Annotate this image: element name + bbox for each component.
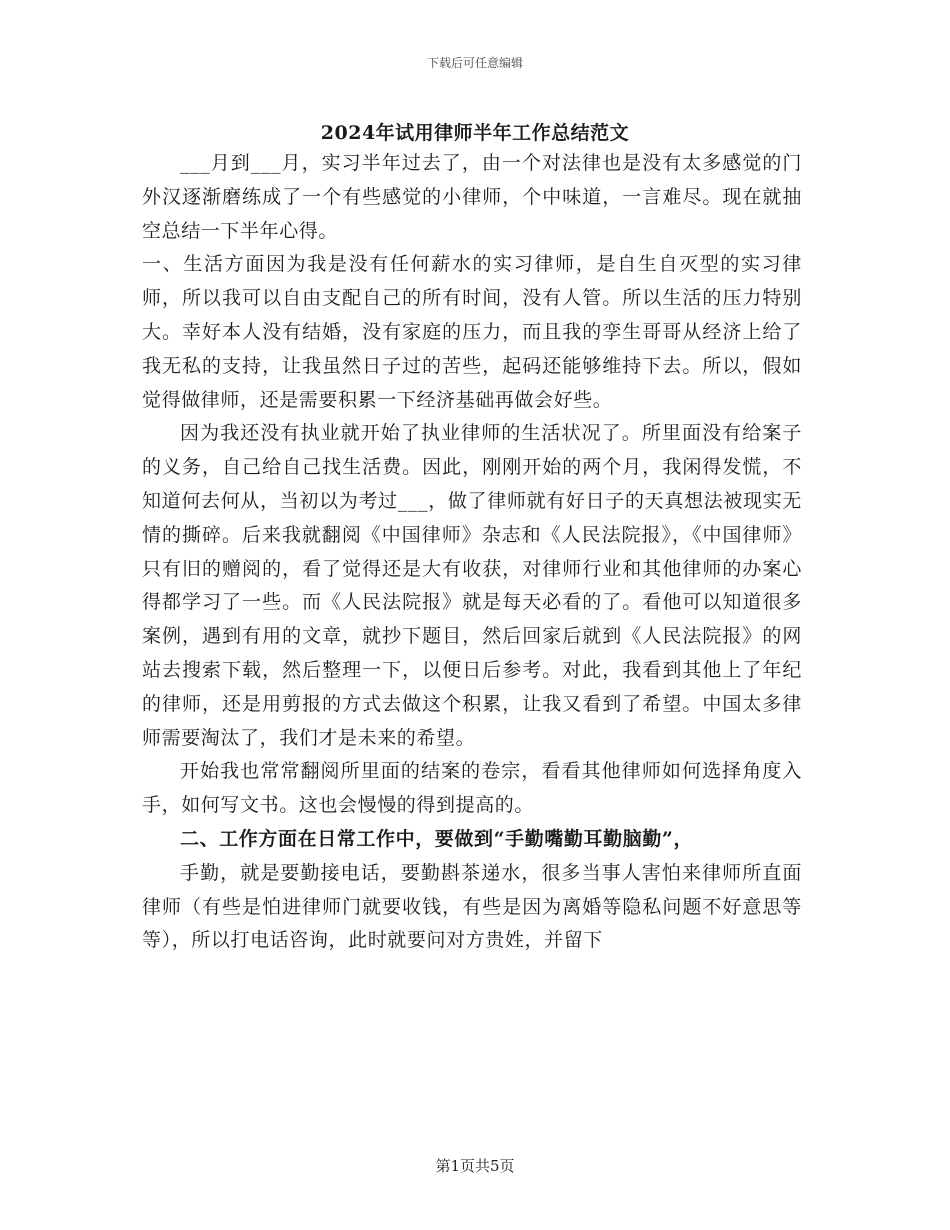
paragraph-case-files: 开始我也常常翻阅所里面的结案的卷宗，看看其他律师如何选择角度入手，如何写文书。这也会慢慢的得到提高的。 <box>142 760 802 817</box>
paragraph-life-section: 一、生活方面因为我是没有任何薪水的实习律师，是自生自灭型的实习律师，所以我可以自由支配自己的所有时间，没有人管。所以生活的压力特别大。幸好本人没有结婚，没有家庭的压力，而且我的孪生哥哥从经济上给了我无私的支持，让我虽然日子过的苦些，起码还能够维持下去。所以，假如觉得做律师，还是需要积累一下经济基础再做会好些。 <box>142 253 802 411</box>
page-number: 第1页共5页 <box>435 1157 515 1175</box>
section-heading-work: 二、工作方面在日常工作中，要做到“手勤嘴勤耳勤脑勤”， <box>180 827 694 850</box>
paragraph-practice: 因为我还没有执业就开始了执业律师的生活状况了。所里面没有给案子的义务，自己给自己找生活费。因此，刚刚开始的两个月，我闲得发慌，不知道何去何从，当初以为考过___，做了律师就有好日子的天真想法被现实无情的撕碎。后来我就翻阅《中国律师》杂志和《人民法院报》，《中国律师》只有旧的赠阅的，看了觉得还是大有收获，对律师行业和其他律师的办案心得都学习了一些。而《人民法院报》就是每天必看的了。看他可以知道很多案例，遇到有用的文章，就抄下题目，然后回家后就到《人民法院报》的网站去搜索下载，然后整理一下，以便日后参考。对此，我看到其他上了年纪的律师，还是用剪报的方式去做这个积累，让我又看到了希望。中国太多律师需要淘汰了，我们才是未来的希望。 <box>142 422 802 749</box>
document-body <box>142 147 802 958</box>
download-note: 下载后可任意编辑 <box>426 56 523 70</box>
paragraph-hands-diligent: 手勤，就是要勤接电话，要勤斟茶递水，很多当事人害怕来律师所直面律师（有些是怕进律师门就要收钱，有些是因为离婚等隐私问题不好意思等等），所以打电话咨询，此时就要问对方贵姓，并留下 <box>142 861 802 952</box>
paragraph-intro: ___月到___月，实习半年过去了，由一个对法律也是没有太多感觉的门外汉逐渐磨练成了一个有些感觉的小律师，个中味道，一言难尽。现在就抽空总结一下半年心得。 <box>142 152 802 242</box>
document-title: 2024年试用律师半年工作总结范文 <box>320 122 630 144</box>
